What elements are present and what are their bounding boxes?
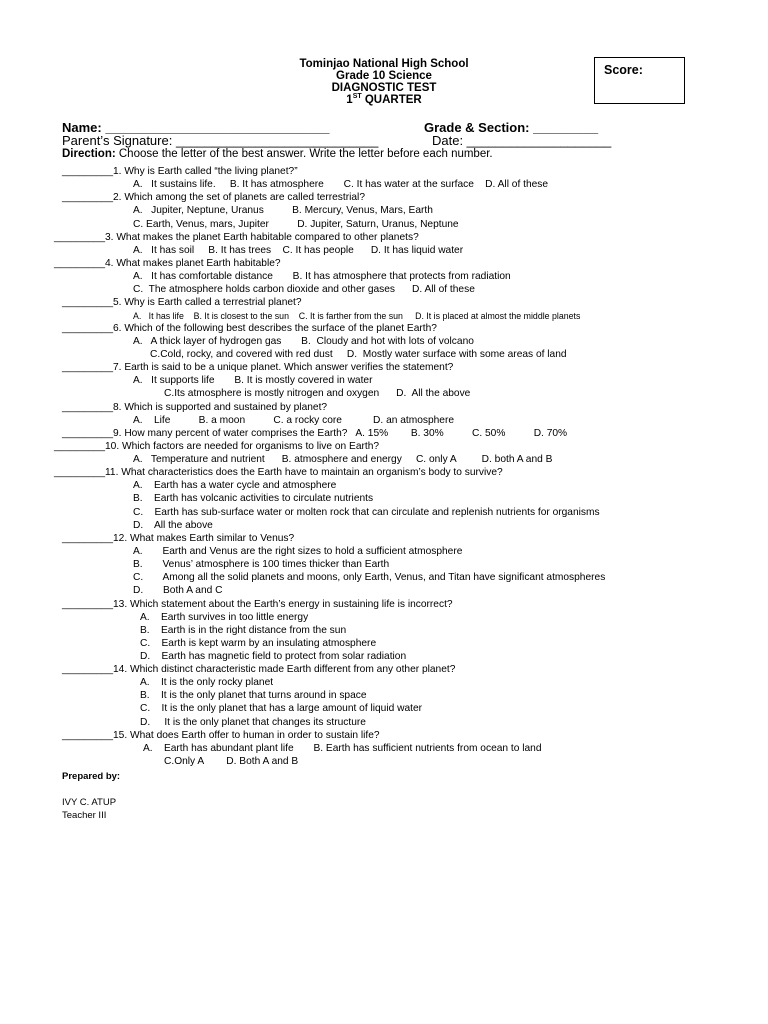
quarter-word: QUARTER (361, 94, 422, 106)
answer-choices: C. Earth, Venus, mars, Jupiter D. Jupiter, Saturn, Uranus, Neptune (133, 219, 459, 230)
question-5: _________5. Why is Earth called a terrestrial planet? (62, 297, 302, 308)
answer-choice: B. Earth has volcanic activities to circulate nutrients (133, 493, 374, 504)
answer-choice: D. Both A and C (133, 585, 223, 596)
answer-choice: B. Earth is in the right distance from the sun (140, 625, 347, 636)
date-field: Date: ____________________ (432, 133, 612, 148)
question-4: _________4. What makes planet Earth habitable? (54, 258, 281, 269)
score-label: Score: (604, 63, 643, 77)
answer-choice: D. All the above (133, 520, 213, 531)
answer-choices: A. Temperature and nutrient B. atmosphere and energy C. only A D. both A and B (133, 454, 553, 465)
answer-choice: A. Earth has a water cycle and atmosphere (133, 480, 337, 491)
answer-choice: D. Earth has magnetic field to protect from solar radiation (140, 651, 407, 662)
answer-choices: C.Cold, rocky, and covered with red dust D. Mostly water surface with some areas of land (150, 349, 567, 360)
answer-choice: C. Earth has sub-surface water or molten rock that can circulate and replenish nutrients for organisms (133, 507, 600, 518)
quarter-number: 1 (346, 94, 353, 106)
answer-choices: C.Only A D. Both A and B (164, 756, 299, 767)
question-2: _________2. Which among the set of planets are called terrestrial? (62, 192, 365, 203)
answer-choices: A. Life B. a moon C. a rocky core D. an atmosphere (133, 415, 455, 426)
preparer-name: IVY C. ATUP (62, 797, 117, 808)
answer-choices: C. The atmosphere holds carbon dioxide and other gases D. All of these (133, 284, 475, 295)
question-7: _________7. Earth is said to be a unique planet. Which answer verifies the statement? (62, 362, 454, 373)
answer-choice: B. It is the only planet that turns around in space (140, 690, 367, 701)
question-10: _________10. Which factors are needed for organisms to live on Earth? (54, 441, 380, 452)
question-15: _________15. What does Earth offer to human in order to sustain life? (62, 730, 380, 741)
direction-text: Choose the letter of the best answer. Write the letter before each number. (115, 148, 493, 160)
answer-choice: A. Earth survives in too little energy (140, 612, 309, 623)
answer-choices: A. It has soil B. It has trees C. It has people D. It has liquid water (133, 245, 464, 256)
answer-choice: A. Earth and Venus are the right sizes to hold a sufficient atmosphere (133, 546, 463, 557)
answer-choices: A. Earth has abundant plant life B. Earth has sufficient nutrients from ocean to land (143, 743, 542, 754)
answer-choices: A. A thick layer of hydrogen gas B. Cloudy and hot with lots of volcano (133, 336, 474, 347)
question-9: _________9. How many percent of water comprises the Earth? A. 15% B. 30% C. 50% D. 70% (62, 428, 568, 439)
answer-choice: C. Earth is kept warm by an insulating atmosphere (140, 638, 377, 649)
grade-section-field: Grade & Section: _________ (424, 120, 599, 135)
answer-choice: B. Venus’ atmosphere is 100 times thicker than Earth (133, 559, 390, 570)
answer-choice: C. It is the only planet that has a large amount of liquid water (140, 703, 423, 714)
question-12: _________12. What makes Earth similar to Venus? (62, 533, 295, 544)
question-6: _________6. Which of the following best describes the surface of the planet Earth? (62, 323, 437, 334)
score-box (594, 57, 685, 104)
answer-choice: A. It is the only rocky planet (140, 677, 274, 688)
answer-choices: A. It has life B. It is closest to the sun C. It is farther from the sun D. It is placed at almost the middle planets (133, 311, 581, 321)
preparer-title: Teacher III (62, 810, 107, 821)
answer-choice: C. Among all the solid planets and moons, only Earth, Venus, and Titan have significant atmospheres (133, 572, 606, 583)
subject-title: Grade 10 Science (336, 70, 432, 82)
answer-choices: C.Its atmosphere is mostly nitrogen and oxygen D. All the above (164, 388, 471, 399)
test-title: DIAGNOSTIC TEST (331, 82, 437, 94)
question-14: _________14. Which distinct characteristic made Earth different from any other planet? (62, 664, 456, 675)
question-1: _________1. Why is Earth called “the living planet?” (62, 166, 298, 177)
direction (62, 148, 493, 160)
question-3: _________3. What makes the planet Earth habitable compared to other planets? (54, 232, 419, 243)
answer-choices: A. It has comfortable distance B. It has atmosphere that protects from radiation (133, 271, 511, 282)
quarter-ordinal: ST (352, 93, 362, 101)
question-11: _________11. What characteristics does the Earth have to maintain an organism’s body to survive? (54, 467, 503, 478)
school-name: Tominjao National High School (299, 58, 469, 70)
prepared-by-label: Prepared by: (62, 771, 121, 782)
name-field: Name: _______________________________ (62, 120, 330, 135)
answer-choices: A. It sustains life. B. It has atmosphere C. It has water at the surface D. All of these (133, 179, 549, 190)
answer-choice: D. It is the only planet that changes its structure (140, 717, 366, 728)
parent-signature-field: Parent’s Signature: ____________________________ (62, 133, 379, 148)
answer-choices: A. Jupiter, Neptune, Uranus B. Mercury, Venus, Mars, Earth (133, 205, 433, 216)
direction-label: Direction: (62, 148, 116, 160)
question-8: _________8. Which is supported and sustained by planet? (62, 402, 328, 413)
answer-choices: A. It supports life B. It is mostly covered in water (133, 375, 373, 386)
question-13: _________13. Which statement about the Earth’s energy in sustaining life is incorrect? (62, 599, 453, 610)
